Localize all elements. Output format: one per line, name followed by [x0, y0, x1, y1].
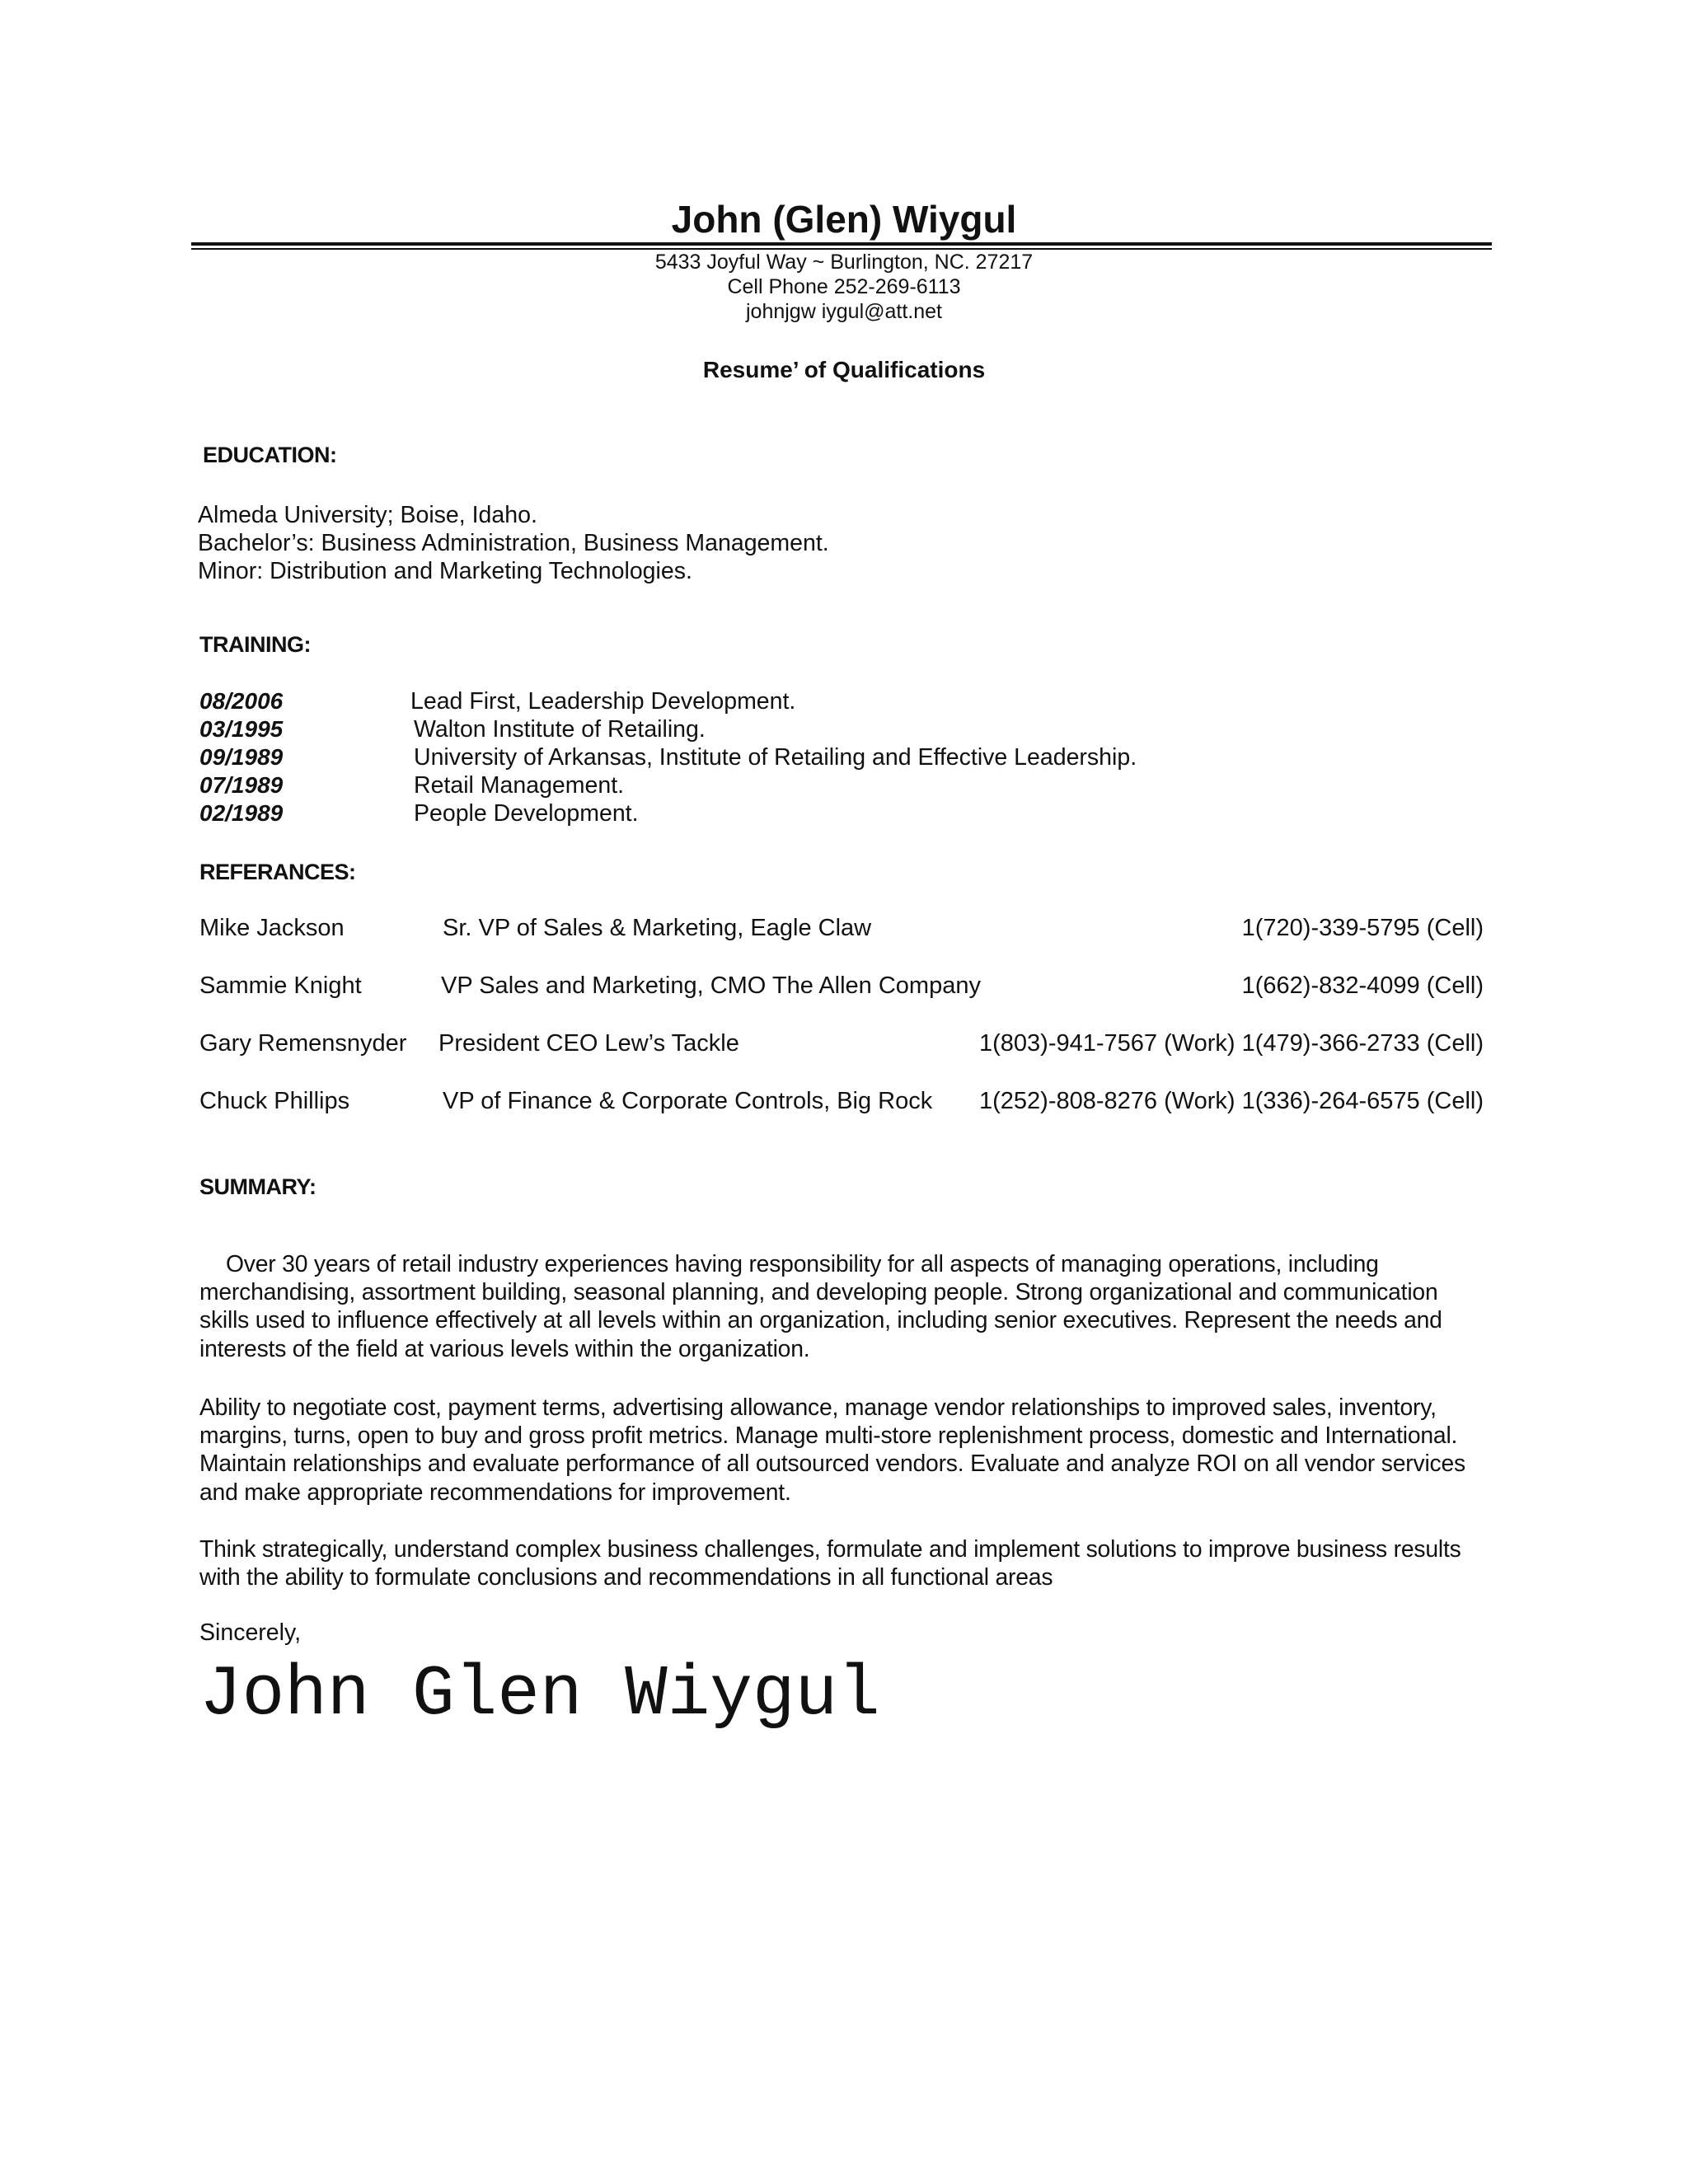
- reference-name: Sammie Knight: [199, 972, 362, 999]
- reference-title: Sr. VP of Sales & Marketing, Eagle Claw: [443, 915, 872, 941]
- summary-paragraph: Ability to negotiate cost, payment terms, advertising allowance, manage vendor relationships to improved sales, inventory, margins, turns, open to buy and gross profit metrics. Manage multi-store replenishment process, domestic and International. Maintain relationships and evaluate performance of all outsourced vendors. Evaluate and analyze ROI on all vendor services and make appropriate recommendations for improvement.: [199, 1394, 1465, 1505]
- training-date: 07/1989: [199, 772, 284, 798]
- contact-phone: Cell Phone 252-269-6113: [727, 275, 961, 298]
- education-heading: EDUCATION:: [203, 443, 337, 467]
- reference-name: Gary Remensnyder: [199, 1030, 407, 1057]
- reference-title: VP Sales and Marketing, CMO The Allen Company: [441, 972, 981, 999]
- reference-phone: 1(803)-941-7567 (Work) 1(479)-366-2733 (Cell): [979, 1030, 1484, 1057]
- training-heading: TRAINING:: [199, 632, 311, 657]
- summary-heading: SUMMARY:: [199, 1174, 316, 1199]
- reference-title: President CEO Lew’s Tackle: [438, 1030, 739, 1057]
- education-line: Almeda University; Boise, Idaho.: [198, 502, 537, 528]
- training-desc: Retail Management.: [414, 772, 625, 799]
- training-date: 02/1989: [199, 800, 284, 826]
- reference-phone: 1(662)-832-4099 (Cell): [1241, 972, 1484, 999]
- training-date: 08/2006: [199, 688, 284, 714]
- training-desc: Lead First, Leadership Development.: [410, 688, 796, 715]
- contact-email: johnjgw iygul@att.net: [745, 300, 942, 323]
- reference-name: Chuck Phillips: [199, 1088, 350, 1114]
- reference-phone: 1(720)-339-5795 (Cell): [1241, 915, 1484, 941]
- contact-address: 5433 Joyful Way ~ Burlington, NC. 27217: [654, 251, 1034, 274]
- education-line: Minor: Distribution and Marketing Technologies.: [198, 558, 692, 584]
- education-line: Bachelor’s: Business Administration, Business Management.: [198, 530, 829, 556]
- training-date: 03/1995: [199, 716, 284, 742]
- references-heading: REFERANCES:: [199, 860, 356, 884]
- closing-salutation: Sincerely,: [199, 1619, 302, 1646]
- training-desc: Walton Institute of Retailing.: [414, 716, 706, 743]
- reference-phone: 1(252)-808-8276 (Work) 1(336)-264-6575 (Cell): [979, 1088, 1484, 1114]
- training-desc: University of Arkansas, Institute of Retailing and Effective Leadership.: [414, 744, 1137, 771]
- summary-paragraph: Over 30 years of retail industry experiences having responsibility for all aspects of managing operations, including merchandising, assortment building, seasonal planning, and developing people. Strong organizational and communication skills used to influence effectively at all levels within an organization, including senior executives. Represent the needs and interests of the field at various levels within the organization.: [199, 1250, 1442, 1361]
- reference-name: Mike Jackson: [199, 915, 345, 941]
- signature: John Glen Wiygul: [199, 1654, 880, 1735]
- resume-name: John (Glen) Wiygul: [671, 198, 1017, 241]
- header-rule-thick: [191, 242, 1492, 246]
- training-desc: People Development.: [414, 800, 639, 827]
- training-date: 09/1989: [199, 744, 284, 770]
- summary-paragraph: Think strategically, understand complex business challenges, formulate and implement solutions to improve business results with the ability to formulate conclusions and recommendations in all functional areas: [199, 1535, 1461, 1591]
- reference-title: VP of Finance & Corporate Controls, Big Rock: [443, 1088, 933, 1114]
- resume-title: Resume’ of Qualifications: [702, 357, 986, 382]
